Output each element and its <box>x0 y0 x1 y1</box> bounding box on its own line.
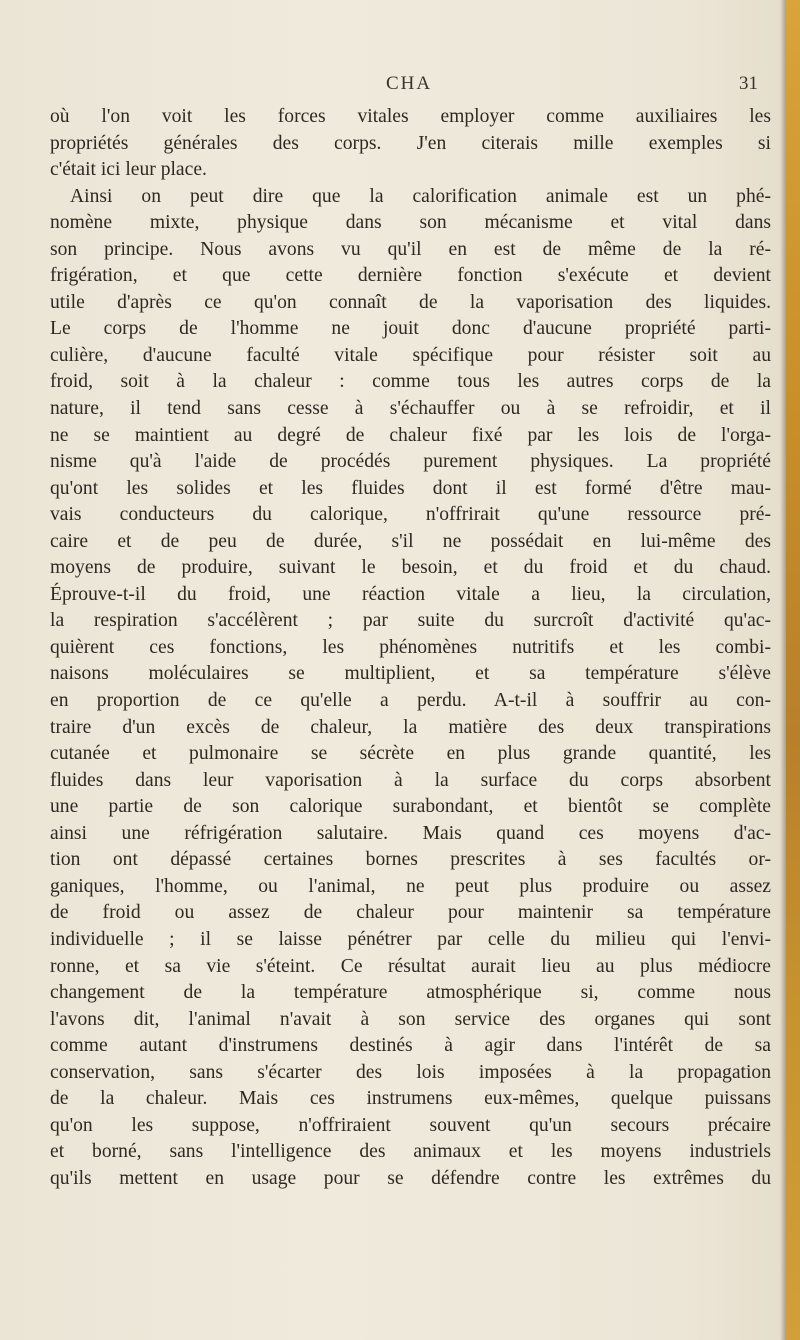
text-line: Le corps de l'homme ne jouit donc d'aucune propriété parti- <box>50 318 771 340</box>
text-line: cutanée et pulmonaire se sécrète en plus grande quantité, les <box>50 743 771 765</box>
text-line: quièrent ces fonctions, les phénomènes nutritifs et les combi- <box>50 636 771 658</box>
running-head: CHA <box>385 73 433 94</box>
paragraph <box>50 104 771 184</box>
page-header <box>48 73 770 101</box>
text-line: comme autant d'instrumens destinés à agir dans l'intérêt de sa <box>50 1035 771 1057</box>
text-line: qu'on les suppose, n'offriraient souvent qu'un secours précaire <box>50 1114 771 1136</box>
text-line: où l'on voit les forces vitales employer comme auxiliaires les <box>50 106 771 127</box>
page-number: 31 <box>739 73 758 94</box>
text-line: Éprouve-t-il du froid, une réaction vitale a lieu, la circulation, <box>50 583 771 605</box>
text-line: Ainsi on peut dire que la calorification animale est un phé- <box>70 185 771 207</box>
text-line: qu'ils mettent en usage pour se défendre contre les extrêmes du <box>50 1167 771 1189</box>
text-line: frigération, et que cette dernière fonction s'exécute et devient <box>50 265 771 287</box>
text-line: individuelle ; il se laisse pénétrer par celle du milieu qui l'envi- <box>50 928 771 950</box>
text-line: tion ont dépassé certaines bornes prescrites à ses facultés or- <box>50 849 771 871</box>
text-line: nomène mixte, physique dans son mécanisme et vital dans <box>50 212 771 234</box>
text-line: conservation, sans s'écarter des lois imposées à la propagation <box>50 1061 771 1083</box>
text-line: une partie de son calorique surabondant, et bientôt se complète <box>50 796 771 818</box>
text-line: ne se maintient au degré de chaleur fixé par les lois de l'orga- <box>50 424 771 446</box>
text-line: fluides dans leur vaporisation à la surface du corps absorbent <box>50 769 771 791</box>
text-line: moyens de produire, suivant le besoin, et du froid et du chaud. <box>50 557 771 579</box>
text-line: ganiques, l'homme, ou l'animal, ne peut plus produire ou assez <box>50 875 771 897</box>
text-line: l'avons dit, l'animal n'avait à son service des organes qui sont <box>50 1008 771 1030</box>
text-line: propriétés générales des corps. J'en citerais mille exemples si <box>50 132 771 154</box>
text-line: naisons moléculaires se multiplient, et sa température s'élève <box>50 663 771 685</box>
text-line: ronne, et sa vie s'éteint. Ce résultat aurait lieu au plus médiocre <box>50 955 771 977</box>
body-text <box>50 104 771 1192</box>
text-line: son principe. Nous avons vu qu'il en est de même de la ré- <box>50 238 771 260</box>
text-line: nature, il tend sans cesse à s'échauffer ou à se refroidir, et il <box>50 398 771 420</box>
text-line: froid, soit à la chaleur : comme tous les autres corps de la <box>50 371 771 393</box>
text-line: nisme qu'à l'aide de procédés purement physiques. La propriété <box>50 451 771 473</box>
text-line: utile d'après ce qu'on connaît de la vaporisation des liquides. <box>50 291 771 313</box>
text-line: en proportion de ce qu'elle a perdu. A-t-il à souffrir au con- <box>50 690 771 712</box>
text-line: c'était ici leur place. <box>50 159 207 181</box>
page-edge-binding <box>786 0 800 1340</box>
text-line: caire et de peu de durée, s'il ne possédait en lui-même des <box>50 530 771 552</box>
text-line: qu'ont les solides et les fluides dont il est formé d'être mau- <box>50 477 771 499</box>
text-line: changement de la température atmosphérique si, comme nous <box>50 982 771 1004</box>
text-line: et borné, sans l'intelligence des animaux et les moyens industriels <box>50 1141 771 1163</box>
text-line: la respiration s'accélèrent ; par suite du surcroît d'activité qu'ac- <box>50 610 771 632</box>
text-line: de la chaleur. Mais ces instrumens eux-mêmes, quelque puissans <box>50 1088 771 1110</box>
text-line: culière, d'aucune faculté vitale spécifique pour résister soit au <box>50 344 771 366</box>
text-line: de froid ou assez de chaleur pour maintenir sa température <box>50 902 771 924</box>
text-line: ainsi une réfrigération salutaire. Mais quand ces moyens d'ac- <box>50 822 771 844</box>
text-line: traire d'un excès de chaleur, la matière des deux transpirations <box>50 716 771 738</box>
paragraph <box>50 184 771 1193</box>
text-line: vais conducteurs du calorique, n'offrirait qu'une ressource pré- <box>50 504 771 526</box>
